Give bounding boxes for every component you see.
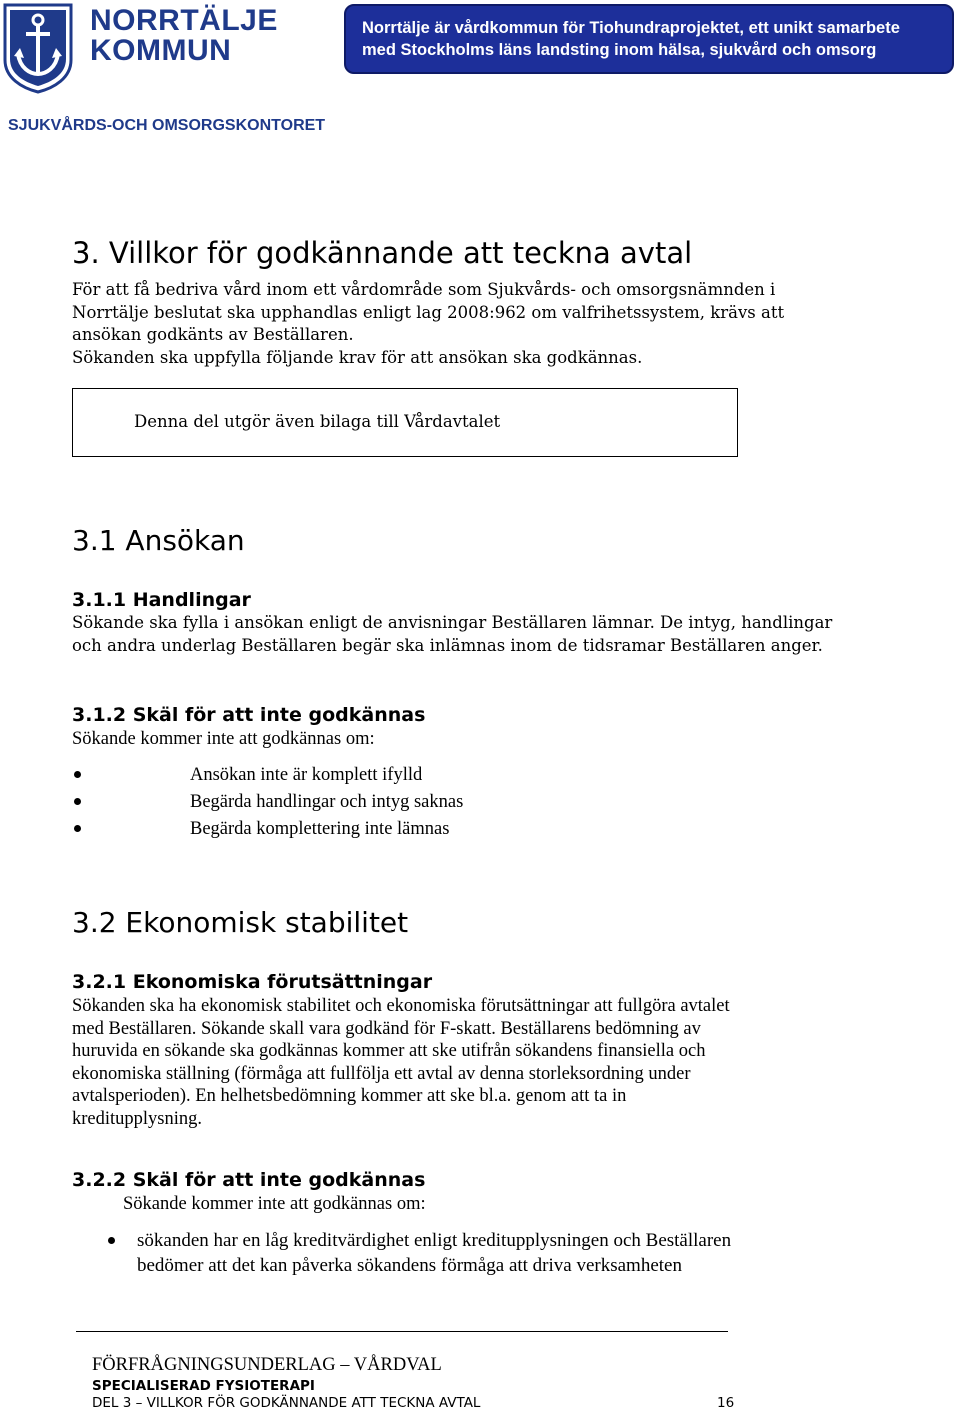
- bullet-dot: [108, 1237, 115, 1244]
- bullet-dot: [74, 771, 81, 778]
- norrtalje-crest-icon: [2, 2, 74, 94]
- page-number: 16: [717, 1395, 735, 1411]
- intro-line: Norrtälje beslutat ska upphandlas enligt lag 2008:962 om valfrihetssystem, krävs att: [72, 302, 785, 322]
- section-3-intro: [72, 279, 784, 369]
- paragraph-line: ekonomiska ställning (förmåga att fullfölja ett avtal av denna storleksordning under: [72, 1063, 691, 1084]
- list-item-line: sökanden har en låg kreditvärdighet enligt kreditupplysningen och Beställaren: [137, 1230, 732, 1251]
- section-3-title: 3. Villkor för godkännande att teckna avtal: [72, 236, 693, 270]
- notice-box: [72, 388, 738, 457]
- bullet-dot: [74, 825, 81, 832]
- office-name: SJUKVÅRDS-OCH OMSORGSKONTORET: [8, 117, 326, 134]
- banner-line-2: med Stockholms läns landsting inom hälsa, sjukvård och omsorg: [362, 41, 877, 59]
- banner-line-1: Norrtälje är vårdkommun för Tiohundraprojektet, ett unikt samarbete: [362, 19, 900, 37]
- section-3-1-1-text: [72, 612, 832, 657]
- paragraph-line: avtalsperioden). En helhetsbedömning kommer att ske bl.a. genom att ta in: [72, 1086, 627, 1106]
- list-item: Ansökan inte är komplett ifylld: [190, 765, 423, 785]
- logo-line-1: NORRTÄLJE: [90, 4, 278, 37]
- section-3-1-1-title: 3.1.1 Handlingar: [72, 589, 251, 611]
- paragraph-line: kreditupplysning.: [72, 1108, 203, 1129]
- section-3-2-title: 3.2 Ekonomisk stabilitet: [72, 906, 409, 939]
- intro-line: Sökanden ska uppfylla följande krav för att ansökan ska godkännas.: [72, 347, 643, 367]
- notice-text: Denna del utgör även bilaga till Vårdavtalet: [134, 412, 501, 431]
- list-item-line: bedömer att det kan påverka sökandens förmåga att driva verksamheten: [137, 1255, 682, 1276]
- intro-line: För att få bedriva vård inom ett vårdområde som Sjukvårds- och omsorgsnämnden i: [72, 280, 776, 299]
- list-item: [137, 1228, 731, 1278]
- paragraph-line: med Beställaren. Sökande skall vara godkänd för F-skatt. Beställarens bedömning av: [72, 1018, 701, 1039]
- footer-divider: [76, 1331, 728, 1332]
- section-3-1-2-intro: Sökande kommer inte att godkännas om:: [72, 729, 375, 749]
- intro-line: ansökan godkänts av Beställaren.: [72, 325, 354, 344]
- footer-document-title: FÖRFRÅGNINGSUNDERLAG – VÅRDVAL: [92, 1355, 442, 1375]
- header-banner: [344, 4, 954, 74]
- list-item: Begärda handlingar och intyg saknas: [190, 792, 464, 812]
- paragraph-line: huruvida en sökande ska godkännas kommer att ske utifrån sökandens finansiella och: [72, 1041, 706, 1061]
- logo-wordmark: [90, 6, 278, 66]
- list-item: Begärda komplettering inte lämnas: [190, 819, 450, 839]
- section-3-2-2-title: 3.2.2 Skäl för att inte godkännas: [72, 1169, 426, 1191]
- section-3-1-2-title: 3.1.2 Skäl för att inte godkännas: [72, 704, 426, 726]
- footer-part-title: DEL 3 – VILLKOR FÖR GODKÄNNANDE ATT TECKNA AVTAL: [92, 1395, 481, 1411]
- section-3-1-title: 3.1 Ansökan: [72, 524, 245, 557]
- footer-subtitle: SPECIALISERAD FYSIOTERAPI: [92, 1378, 315, 1394]
- paragraph-line: Sökanden ska ha ekonomisk stabilitet och ekonomiska förutsättningar att fullgöra avtalet: [72, 996, 730, 1016]
- logo-line-2: KOMMUN: [90, 34, 232, 67]
- section-3-2-2-intro: Sökande kommer inte att godkännas om:: [123, 1194, 426, 1214]
- section-3-2-1-title: 3.2.1 Ekonomiska förutsättningar: [72, 971, 433, 993]
- section-3-2-1-text: [72, 995, 730, 1130]
- paragraph-line: och andra underlag Beställaren begär ska inlämnas inom de tidsramar Beställaren anger.: [72, 635, 823, 655]
- bullet-dot: [74, 798, 81, 805]
- paragraph-line: Sökande ska fylla i ansökan enligt de anvisningar Beställaren lämnar. De intyg, handlingar: [72, 613, 833, 632]
